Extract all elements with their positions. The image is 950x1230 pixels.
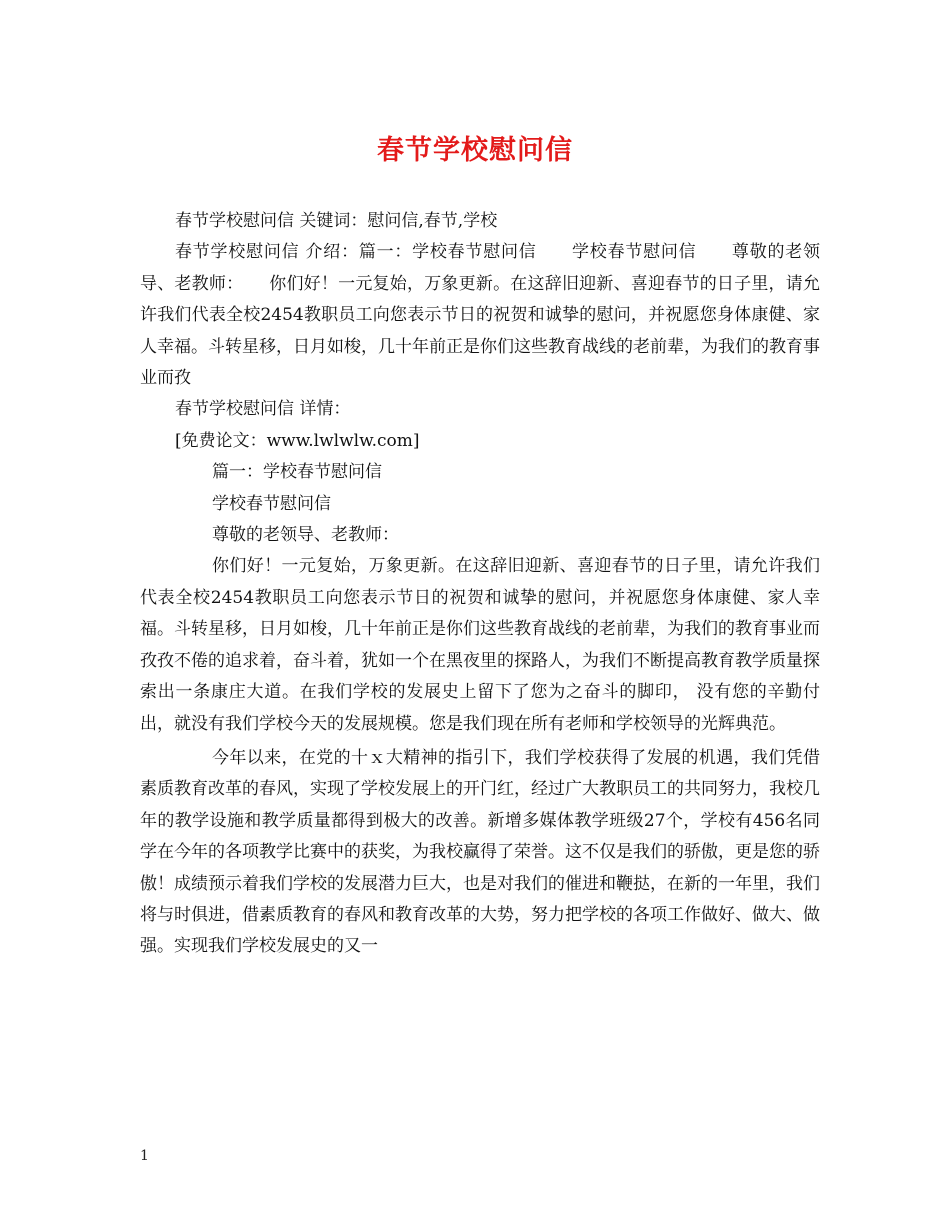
- intro-paragraph: 春节学校慰问信 介绍：篇一：学校春节慰问信 学校春节慰问信 尊敬的老领导、老教师： 你们好！一元复始，万象更新。在这辞旧迎新、喜迎春节的日子里，请允许我们代表全校2454教职员工向您表示节日的祝贺和诚挚的慰问，并祝愿您身体康健、家人幸福。斗转星移，日月如梭，几十年前正是你们这些教育战线的老前辈，为我们的教育事业而孜: [140, 242, 820, 389]
- document-title: 春节学校慰问信: [377, 135, 573, 166]
- details-heading: 春节学校慰问信 详情：: [175, 399, 351, 420]
- section-heading: 篇一：学校春节慰问信: [212, 462, 382, 483]
- keywords-paragraph: 春节学校慰问信 关键词：慰问信,春节,学校: [175, 211, 498, 231]
- page-number: 1: [140, 1148, 149, 1164]
- letter-salutation: 尊敬的老领导、老教师：: [212, 525, 399, 546]
- document-body: [140, 206, 820, 963]
- source-link: [免费论文：www.lwlwlw.com]: [175, 430, 420, 451]
- letter-title: 学校春节慰问信: [212, 493, 331, 514]
- letter-paragraph: 你们好！一元复始，万象更新。在这辞旧迎新、喜迎春节的日子里，请允许我们代表全校2454教职员工向您表示节日的祝贺和诚挚的慰问，并祝愿您身体康健、家人幸福。斗转星移，日月如梭，几十年前正是你们这些教育战线的老前辈，为我们的教育事业而孜孜不倦的追求着，奋斗着，犹如一个在黑夜里的探路人，为我们不断提高教育教学质量探索出一条康庄大道。在我们学校的发展史上留下了您为之奋斗的脚印， 没有您的辛勤付出，就没有我们学校今天的发展规模。您是我们现在所有老师和学校领导的光辉典范。: [140, 556, 820, 734]
- letter-paragraph: 今年以来，在党的十ｘ大精神的指引下，我们学校获得了发展的机遇，我们凭借素质教育改革的春风，实现了学校发展上的开门红，经过广大教职员工的共同努力，我校几年的教学设施和教学质量都得到极大的改善。新增多媒体教学班级27个，学校有456名同学在今年的各项教学比赛中的获奖，为我校赢得了荣誉。这不仅是我们的骄傲，更是您的骄傲！成绩预示着我们学校的发展潜力巨大，也是对我们的催进和鞭挞，在新的一年里，我们将与时俱进，借素质教育的春风和教育改革的大势，努力把学校的各项工作做好、做大、做强。实现我们学校发展史的又一: [140, 747, 820, 957]
